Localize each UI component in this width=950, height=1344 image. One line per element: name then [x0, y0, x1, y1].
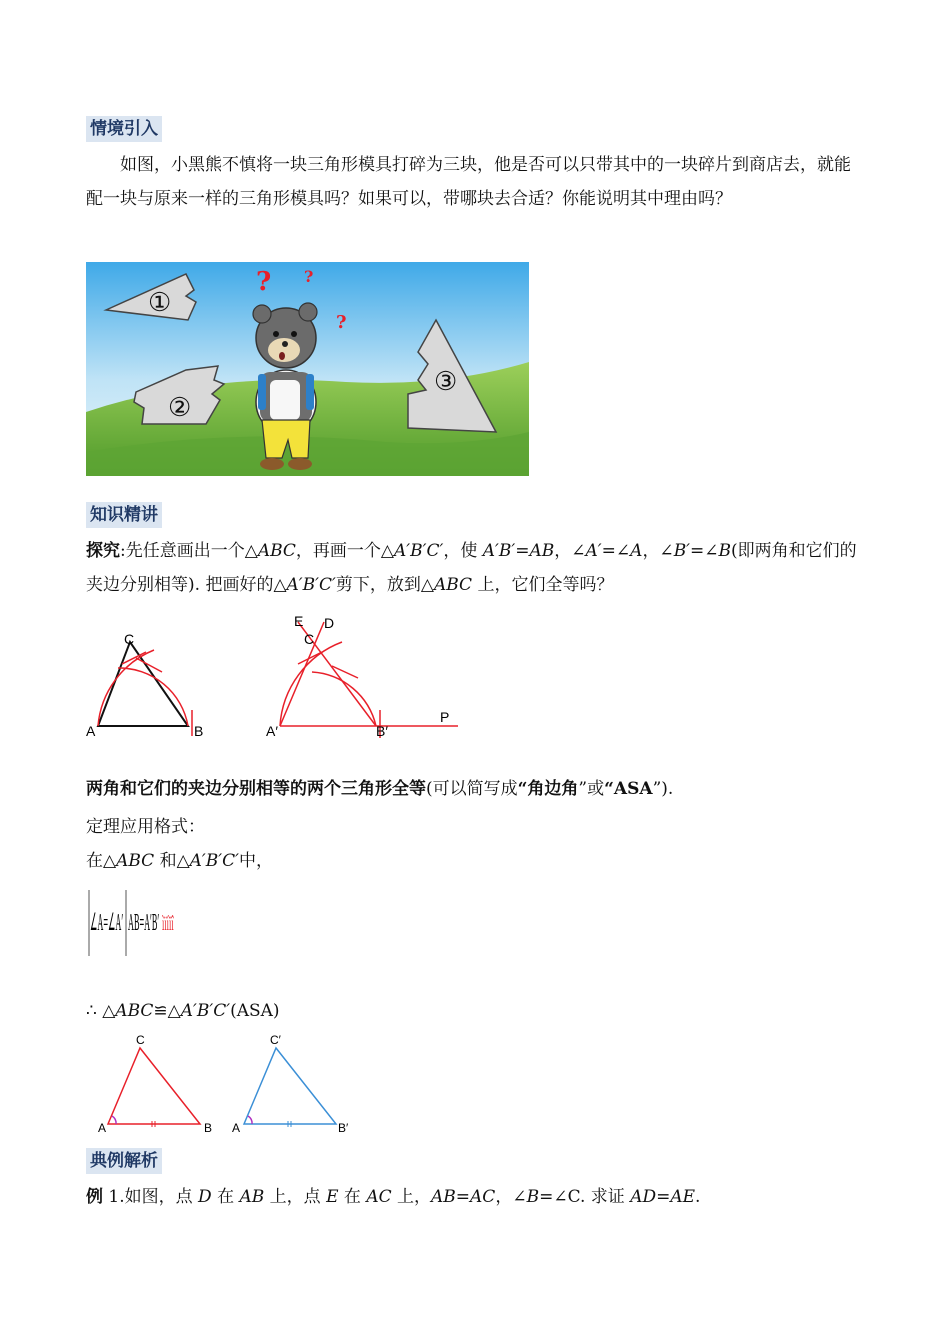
right-label-P: P: [440, 709, 450, 725]
question-mark-2: ?: [304, 267, 314, 286]
bear-illustration: [86, 262, 529, 476]
theorem-bold: 两角和它们的夹边分别相等的两个三角形全等: [86, 779, 426, 799]
in-line: [86, 844, 866, 878]
question-mark-3: ?: [336, 312, 347, 333]
explore-text-8: (即两角和它们的夹边分别相等). 把画好的△: [86, 541, 857, 595]
formula-brace-garbled: ìïíïî: [162, 912, 174, 936]
explore-eq3b: B: [718, 541, 732, 561]
explore-text-10: 上，它们全等吗？: [472, 575, 614, 595]
example-text-3: 上，点: [264, 1187, 327, 1207]
explore-abc: ABC: [257, 541, 296, 561]
explore-text-1: :先任意画出一个△: [120, 541, 258, 561]
red-label-B: B: [204, 1121, 213, 1135]
explore-label: 探究: [86, 541, 120, 561]
explore-text-6: ，∠: [642, 541, 674, 561]
explore-text-3: ，使: [443, 541, 483, 561]
in-line-pre: 在△: [86, 851, 117, 871]
explore-text-2: ，再画一个△: [295, 541, 394, 561]
example-D: D: [198, 1187, 212, 1207]
formula-line-1: ∠A=∠A′: [90, 908, 124, 936]
intro-paragraph: 如图，小黑熊不慎将一块三角形模具打碎为三块，他是否可以只带其中的一块碎片到商店去，就能配一块与原来一样的三角形模具吗？如果可以，带哪块去合适？你能说明其中理由吗？: [86, 155, 851, 209]
construction-figure-right: [262, 612, 462, 740]
theorem-statement: [86, 772, 866, 806]
in-line-abc2: A′B′C′: [189, 851, 240, 871]
explore-eq2a: A′: [585, 541, 602, 561]
section-heading-examples: 典例解析: [86, 1148, 162, 1174]
example-text-2: 在: [211, 1187, 240, 1207]
asa-formula-image: [86, 886, 206, 958]
explore-abc4: ABC: [433, 575, 473, 595]
example-text-7: =∠C. 求证: [539, 1187, 631, 1207]
example-text-4: 在: [338, 1187, 367, 1207]
right-label-E: E: [294, 613, 304, 629]
example-label: 例: [86, 1187, 103, 1207]
example-B: B: [526, 1187, 540, 1207]
conclusion-abc: ABC: [115, 1001, 154, 1021]
theorem-abbr-asa: “ASA: [604, 779, 653, 799]
right-label-D: D: [324, 615, 335, 631]
explore-text-9: 剪下，放到△: [335, 575, 434, 595]
in-line-abc: ABC: [116, 851, 155, 871]
blue-label-B: B′: [338, 1121, 349, 1135]
example-goal: AD=AE: [630, 1187, 696, 1207]
theorem-text-1: (可以简写成: [426, 779, 518, 799]
example-AC: AC: [366, 1187, 392, 1207]
explore-text-4: ，∠: [554, 541, 586, 561]
conclusion-abc2: A′B′C′: [180, 1001, 231, 1021]
explore-eq2b: A: [630, 541, 643, 561]
right-label-B: B′: [376, 723, 388, 739]
example-eq: AB=AC: [431, 1187, 496, 1207]
example-E: E: [326, 1187, 339, 1207]
construction-figure-left: [84, 628, 214, 740]
explore-eq1: A′B′=AB: [482, 541, 555, 561]
left-label-B: B: [194, 723, 204, 739]
right-label-C: C: [304, 631, 315, 647]
theorem-abbr-cn: “角边角: [517, 779, 579, 799]
in-line-post: 中，: [239, 851, 274, 871]
example-text-1: 1.如图，点: [103, 1187, 199, 1207]
section-heading-knowledge: 知识精讲: [86, 502, 162, 528]
right-label-A: A′: [266, 723, 278, 739]
blue-label-C: C′: [270, 1033, 281, 1047]
formula-line-2: AB=A′B′: [128, 908, 160, 936]
conclusion-cong: ≌△: [153, 1001, 181, 1021]
triangle-blue-figure: [230, 1032, 362, 1140]
triangle-red-figure: [94, 1032, 220, 1140]
blue-label-A: A: [232, 1121, 241, 1135]
explore-eq3a: B′: [673, 541, 691, 561]
in-line-mid: 和△: [154, 851, 190, 871]
red-label-A: A: [98, 1121, 107, 1135]
left-label-C: C: [124, 631, 135, 647]
conclusion-pre: ∴ △: [86, 1001, 116, 1021]
bear-scene-image: [86, 262, 529, 476]
theorem-text-3: ”).: [652, 779, 674, 799]
piece-3-label: ③: [434, 367, 458, 397]
theorem-text-2: ”或: [578, 779, 605, 799]
piece-2-label: ②: [168, 393, 192, 423]
red-label-C: C: [136, 1033, 145, 1047]
example-AB: AB: [239, 1187, 265, 1207]
question-mark-1: ?: [256, 267, 272, 297]
conclusion-post: (ASA): [230, 1001, 280, 1021]
explore-paragraph: [86, 534, 866, 602]
explore-text-5: =∠: [601, 541, 631, 561]
explore-abc3: A′B′C′: [286, 575, 336, 595]
section-heading-intro: 情境引入: [86, 116, 162, 142]
format-label: 定理应用格式：: [86, 817, 205, 837]
piece-1-label: ①: [148, 288, 172, 318]
example-text-5: 上，: [391, 1187, 432, 1207]
example-text-6: ，∠: [495, 1187, 527, 1207]
explore-abc2: A′B′C′: [393, 541, 444, 561]
explore-text-7: =∠: [690, 541, 719, 561]
conclusion-line: [86, 994, 866, 1028]
example-1: [86, 1180, 866, 1214]
left-label-A: A: [86, 723, 96, 739]
example-text-8: .: [695, 1187, 701, 1207]
